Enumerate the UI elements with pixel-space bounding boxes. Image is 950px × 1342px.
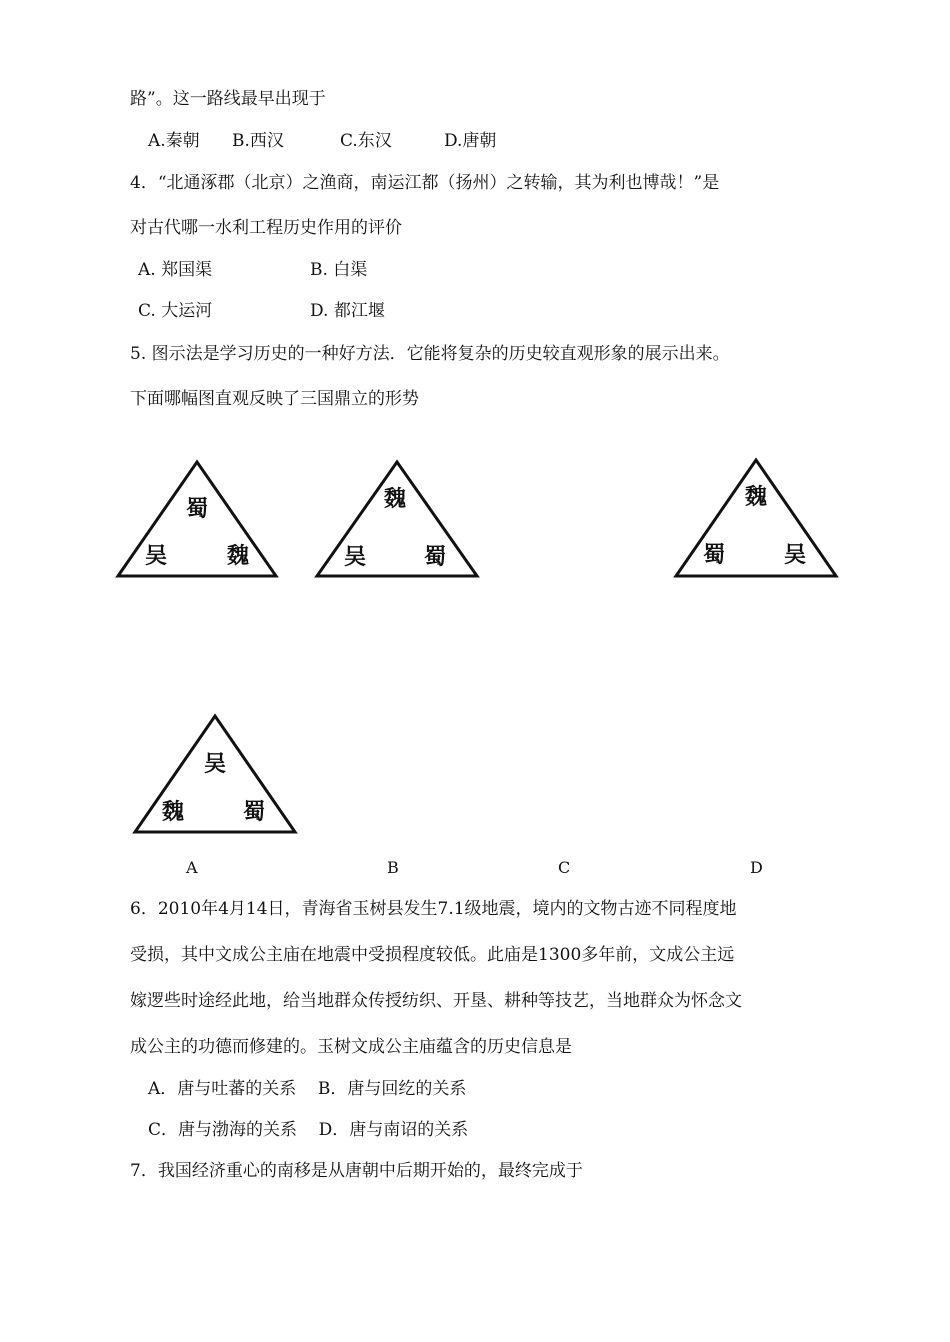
diagram-label-c: C: [558, 858, 571, 877]
q7-text-line1: 7．我国经济重心的南移是从唐朝中后期开始的，最终完成于: [130, 1161, 583, 1181]
q5-text-line2: 下面哪幅图直观反映了三国鼎立的形势: [130, 389, 419, 409]
diagram-label-a: A: [186, 858, 198, 877]
triangle-left-label: 魏: [161, 800, 185, 825]
q4-text-line2: 对古代哪一水利工程历史作用的评价: [130, 218, 402, 238]
q6-text-line2: 受损，其中文成公主庙在地震中受损程度较低。此庙是1300多年前，文成公主远: [130, 945, 735, 965]
triangle-diagram-4: [133, 714, 297, 834]
q3-option-d: D.唐朝: [444, 131, 497, 151]
triangle-right-label: 蜀: [242, 800, 266, 825]
q6-options-row1: A．唐与吐蕃的关系 B．唐与回纥的关系: [148, 1079, 467, 1099]
triangle-left-label: 吴: [144, 544, 168, 569]
q6-options-row2: C．唐与渤海的关系 D．唐与南诏的关系: [148, 1120, 469, 1140]
triangle-diagram-2: [315, 460, 479, 578]
triangle-left-label: 蜀: [702, 543, 726, 568]
triangle-outline: [676, 460, 836, 576]
q4-option-a: A. 郑国渠: [138, 260, 213, 280]
triangle-top-label: 魏: [383, 487, 407, 512]
triangle-left-label: 吴: [343, 545, 367, 570]
q5-text-line1: 5. 图示法是学习历史的一种好方法．它能将复杂的历史较直观形象的展示出来。: [130, 344, 730, 364]
triangle-right-label: 蜀: [423, 545, 447, 570]
q3-option-c: C.东汉: [340, 131, 392, 151]
triangle-top-label: 吴: [203, 752, 227, 777]
q3-text: 路”。这一路线最早出现于: [130, 89, 326, 109]
q6-text-line3: 嫁逻些时途经此地，给当地群众传授纺织、开垦、耕种等技艺，当地群众为怀念文: [130, 991, 742, 1011]
q4-text-line1: 4．“北通涿郡（北京）之渔商，南运江都（扬州）之转输，其为利也博哉！”是: [130, 173, 720, 193]
q4-option-d: D. 都江堰: [310, 301, 385, 321]
diagram-label-d: D: [750, 858, 763, 877]
q6-text-line4: 成公主的功德而修建的。玉树文成公主庙蕴含的历史信息是: [130, 1037, 572, 1057]
triangle-diagram-1: [116, 460, 278, 578]
triangle-right-label: 魏: [226, 544, 250, 569]
triangle-top-label: 蜀: [185, 497, 209, 522]
q3-option-a: A.秦朝: [148, 131, 200, 151]
triangle-diagram-3: [674, 458, 838, 578]
triangle-top-label: 魏: [744, 485, 768, 510]
triangle-outline: [317, 462, 477, 576]
q3-option-b: B.西汉: [232, 131, 284, 151]
triangle-right-label: 吴: [783, 543, 807, 568]
q4-option-b: B. 白渠: [310, 260, 368, 280]
q6-text-line1: 6．2010年4月14日，青海省玉树县发生7.1级地震，境内的文物古迹不同程度地: [130, 899, 737, 919]
diagram-label-b: B: [387, 858, 399, 877]
q4-option-c: C. 大运河: [138, 301, 213, 321]
